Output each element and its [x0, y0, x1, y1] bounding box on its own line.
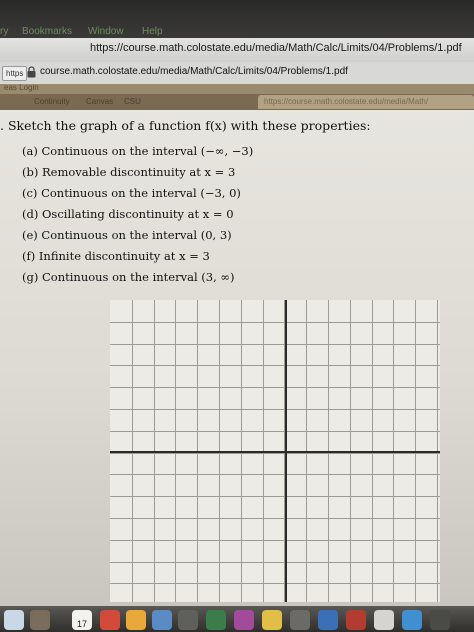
app-icon[interactable] — [152, 610, 172, 630]
grid-line-horizontal — [110, 583, 440, 584]
app-icon[interactable] — [126, 610, 146, 630]
menu-history[interactable]: ry — [0, 26, 9, 37]
app-icon[interactable] — [234, 610, 254, 630]
calendar-icon[interactable] — [72, 610, 92, 630]
app-icon[interactable] — [318, 610, 338, 630]
property-d: (d) Oscillating discontinuity at x = 0 — [22, 207, 234, 221]
bookmarks-bar — [0, 84, 474, 94]
https-badge: https — [2, 66, 27, 81]
property-a: (a) Continuous on the interval (−∞, −3) — [22, 144, 254, 158]
menu-bookmarks[interactable]: Bookmarks — [22, 26, 73, 37]
tab-canvas[interactable]: Canvas — [86, 97, 114, 106]
menu-window[interactable]: Window — [88, 26, 124, 37]
grid-line-horizontal — [110, 387, 440, 388]
app-icon[interactable] — [290, 610, 310, 630]
calendar-day: 17 — [76, 619, 87, 629]
app-icon[interactable] — [206, 610, 226, 630]
tab-strip — [0, 94, 474, 110]
address-bar[interactable] — [0, 62, 474, 85]
grid-line-horizontal — [110, 474, 440, 475]
app-icon[interactable] — [402, 610, 422, 630]
tab-active-pdf[interactable]: https://course.math.colostate.edu/media/Math/ — [258, 95, 474, 109]
tab-csu[interactable]: CSU — [124, 97, 141, 106]
finder-icon[interactable] — [4, 610, 24, 630]
app-icon[interactable] — [430, 610, 450, 630]
property-e: (e) Continuous on the interval (0, 3) — [22, 228, 232, 242]
app-icon[interactable] — [374, 610, 394, 630]
dock — [0, 606, 474, 632]
menu-help[interactable]: Help — [142, 26, 163, 37]
notes-icon[interactable] — [30, 610, 50, 630]
x-axis — [110, 451, 440, 453]
window-title-bar — [0, 38, 474, 62]
property-g: (g) Continuous on the interval (3, ∞) — [22, 270, 235, 284]
lock-icon — [27, 66, 36, 78]
grid-line-horizontal — [110, 496, 440, 497]
grid-line-horizontal — [110, 365, 440, 366]
grid-line-horizontal — [110, 344, 440, 345]
grid-line-horizontal — [110, 518, 440, 519]
app-icon[interactable] — [346, 610, 366, 630]
tab-continuity[interactable]: Continuity — [34, 97, 70, 106]
grid-line-horizontal — [110, 453, 440, 454]
problem-prompt: . Sketch the graph of a function f(x) with these properties: — [0, 118, 371, 133]
grid-line-horizontal — [110, 431, 440, 432]
menu-bar — [0, 0, 474, 38]
property-c: (c) Continuous on the interval (−3, 0) — [22, 186, 241, 200]
app-icon[interactable] — [100, 610, 120, 630]
window-title: https://course.math.colostate.edu/media/Math/Calc/Limits/04/Problems/1.pdf — [90, 42, 462, 54]
grid-line-horizontal — [110, 562, 440, 563]
grid-line-horizontal — [110, 540, 440, 541]
photos-icon[interactable] — [262, 610, 282, 630]
bookmark-login[interactable]: eas Login — [4, 83, 39, 92]
app-icon[interactable] — [178, 610, 198, 630]
grid-line-horizontal — [110, 322, 440, 323]
graph-grid — [110, 300, 440, 602]
grid-line-horizontal — [110, 409, 440, 410]
pdf-page — [0, 110, 474, 606]
url-field[interactable]: course.math.colostate.edu/media/Math/Calc/Limits/04/Problems/1.pdf — [40, 66, 348, 77]
property-f: (f) Infinite discontinuity at x = 3 — [22, 249, 210, 263]
property-b: (b) Removable discontinuity at x = 3 — [22, 165, 236, 179]
